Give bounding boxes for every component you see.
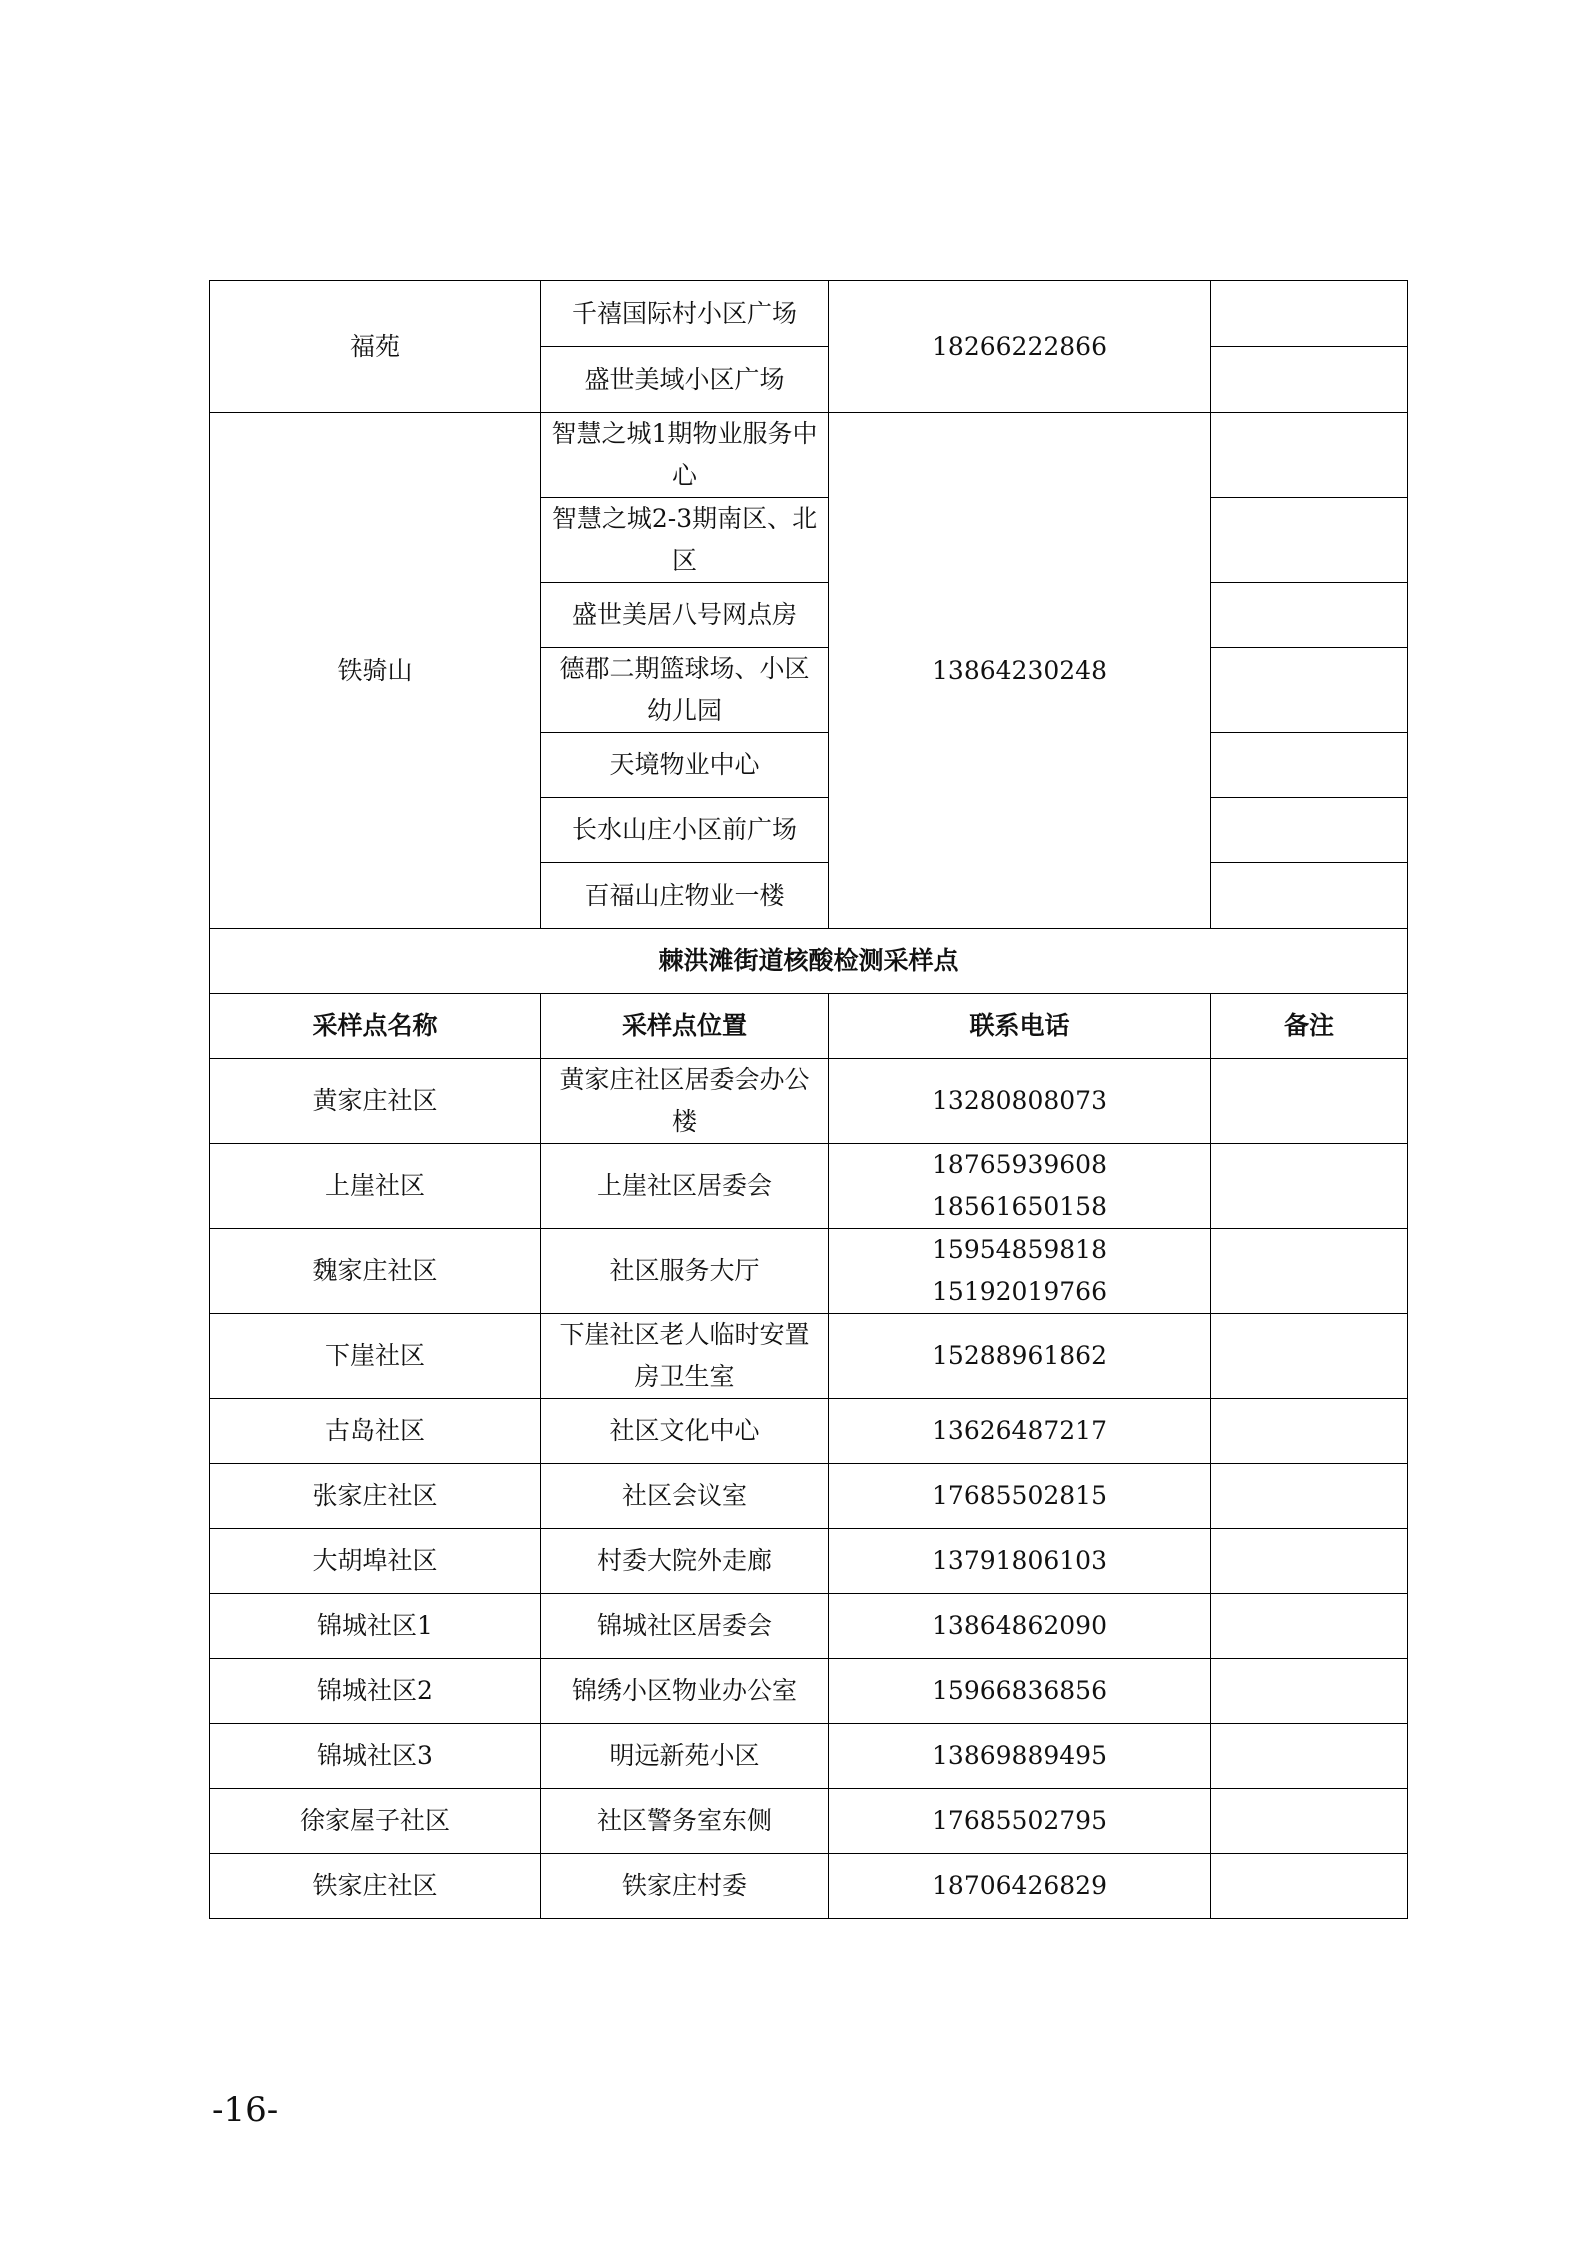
phone-cell: [829, 1144, 1211, 1229]
location-cell: 盛世美域小区广场: [541, 347, 829, 413]
phone-cell: 18266222866: [829, 281, 1211, 413]
community-name-cell: 锦城社区2: [210, 1659, 541, 1724]
location-cell: 黄家庄社区居委会办公楼: [541, 1059, 829, 1144]
community-name-cell: 锦城社区1: [210, 1594, 541, 1659]
location-cell: 天境物业中心: [541, 733, 829, 798]
community-name-cell: 张家庄社区: [210, 1464, 541, 1529]
remark-cell: [1211, 498, 1408, 583]
phone-cell: [829, 1314, 1211, 1399]
community-name-cell: 古岛社区: [210, 1399, 541, 1464]
table-row: [210, 1529, 1408, 1594]
table-row: [210, 1789, 1408, 1854]
phone-cell: [829, 1854, 1211, 1919]
phone-cell: [829, 1059, 1211, 1144]
table-row: [210, 1594, 1408, 1659]
phone-number: 13626487217: [932, 1416, 1107, 1445]
remark-cell: [1211, 1229, 1408, 1314]
community-name-cell: 铁家庄社区: [210, 1854, 541, 1919]
phone-number: 13791806103: [932, 1546, 1107, 1575]
remark-cell: [1211, 413, 1408, 498]
phone-number: 18561650158: [932, 1192, 1107, 1221]
location-cell: 锦城社区居委会: [541, 1594, 829, 1659]
page-number: -16-: [212, 2090, 279, 2130]
phone-number: 13869889495: [932, 1741, 1107, 1770]
phone-cell: [829, 1659, 1211, 1724]
remark-cell: [1211, 1144, 1408, 1229]
location-cell: 盛世美居八号网点房: [541, 583, 829, 648]
remark-cell: [1211, 1464, 1408, 1529]
phone-number: 17685502815: [932, 1481, 1107, 1510]
section-title: 棘洪滩街道核酸检测采样点: [210, 929, 1408, 994]
community-name-cell: 上崖社区: [210, 1144, 541, 1229]
table-row: [210, 1314, 1408, 1399]
sampling-points-table: [209, 280, 1408, 1919]
remark-cell: [1211, 1659, 1408, 1724]
remark-cell: [1211, 1594, 1408, 1659]
community-name-cell: 魏家庄社区: [210, 1229, 541, 1314]
location-cell: 长水山庄小区前广场: [541, 798, 829, 863]
table-row: [210, 1229, 1408, 1314]
table-body: [210, 1059, 1408, 1919]
location-cell: 村委大院外走廊: [541, 1529, 829, 1594]
location-cell: 智慧之城2-3期南区、北区: [541, 498, 829, 583]
phone-number: 15954859818: [932, 1235, 1107, 1264]
location-cell: 智慧之城1期物业服务中心: [541, 413, 829, 498]
remark-cell: [1211, 1724, 1408, 1789]
table-row: [210, 1464, 1408, 1529]
location-cell: 社区文化中心: [541, 1399, 829, 1464]
remark-cell: [1211, 347, 1408, 413]
phone-cell: [829, 1594, 1211, 1659]
phone-number: 18765939608: [932, 1150, 1107, 1179]
location-cell: 社区警务室东侧: [541, 1789, 829, 1854]
phone-cell: [829, 1789, 1211, 1854]
header-name: 采样点名称: [210, 994, 541, 1059]
location-cell: 上崖社区居委会: [541, 1144, 829, 1229]
community-name-cell: 锦城社区3: [210, 1724, 541, 1789]
location-cell: 社区会议室: [541, 1464, 829, 1529]
location-cell: 下崖社区老人临时安置房卫生室: [541, 1314, 829, 1399]
phone-number: 13864862090: [932, 1611, 1107, 1640]
location-cell: 百福山庄物业一楼: [541, 863, 829, 929]
remark-cell: [1211, 1854, 1408, 1919]
phone-number: 15966836856: [932, 1676, 1107, 1705]
phone-cell: [829, 1724, 1211, 1789]
location-cell: 铁家庄村委: [541, 1854, 829, 1919]
location-cell: 锦绣小区物业办公室: [541, 1659, 829, 1724]
community-name-cell: 大胡埠社区: [210, 1529, 541, 1594]
phone-cell: [829, 1399, 1211, 1464]
remark-cell: [1211, 648, 1408, 733]
location-cell: 社区服务大厅: [541, 1229, 829, 1314]
phone-number: 15192019766: [932, 1277, 1107, 1306]
phone-number: 17685502795: [932, 1806, 1107, 1835]
table-row: [210, 1144, 1408, 1229]
table-row: [210, 1854, 1408, 1919]
phone-cell: [829, 1529, 1211, 1594]
location-cell: 明远新苑小区: [541, 1724, 829, 1789]
location-cell: 德郡二期篮球场、小区幼儿园: [541, 648, 829, 733]
header-remark: 备注: [1211, 994, 1408, 1059]
phone-number: 13280808073: [932, 1086, 1107, 1115]
remark-cell: [1211, 1059, 1408, 1144]
community-name-cell: 下崖社区: [210, 1314, 541, 1399]
remark-cell: [1211, 281, 1408, 347]
phone-number: 18706426829: [932, 1871, 1107, 1900]
community-name-cell: 铁骑山: [210, 413, 541, 929]
remark-cell: [1211, 798, 1408, 863]
phone-number: 15288961862: [932, 1341, 1107, 1370]
table-row: [210, 1399, 1408, 1464]
remark-cell: [1211, 1789, 1408, 1854]
table-row: [210, 1724, 1408, 1789]
remark-cell: [1211, 863, 1408, 929]
community-name-cell: 黄家庄社区: [210, 1059, 541, 1144]
remark-cell: [1211, 1529, 1408, 1594]
header-phone: 联系电话: [829, 994, 1211, 1059]
phone-cell: [829, 1464, 1211, 1529]
phone-cell: [829, 1229, 1211, 1314]
remark-cell: [1211, 733, 1408, 798]
phone-cell: 13864230248: [829, 413, 1211, 929]
remark-cell: [1211, 583, 1408, 648]
remark-cell: [1211, 1314, 1408, 1399]
community-name-cell: 徐家屋子社区: [210, 1789, 541, 1854]
community-name-cell: 福苑: [210, 281, 541, 413]
location-cell: 千禧国际村小区广场: [541, 281, 829, 347]
table-row: [210, 1059, 1408, 1144]
table-row: [210, 1659, 1408, 1724]
header-location: 采样点位置: [541, 994, 829, 1059]
remark-cell: [1211, 1399, 1408, 1464]
